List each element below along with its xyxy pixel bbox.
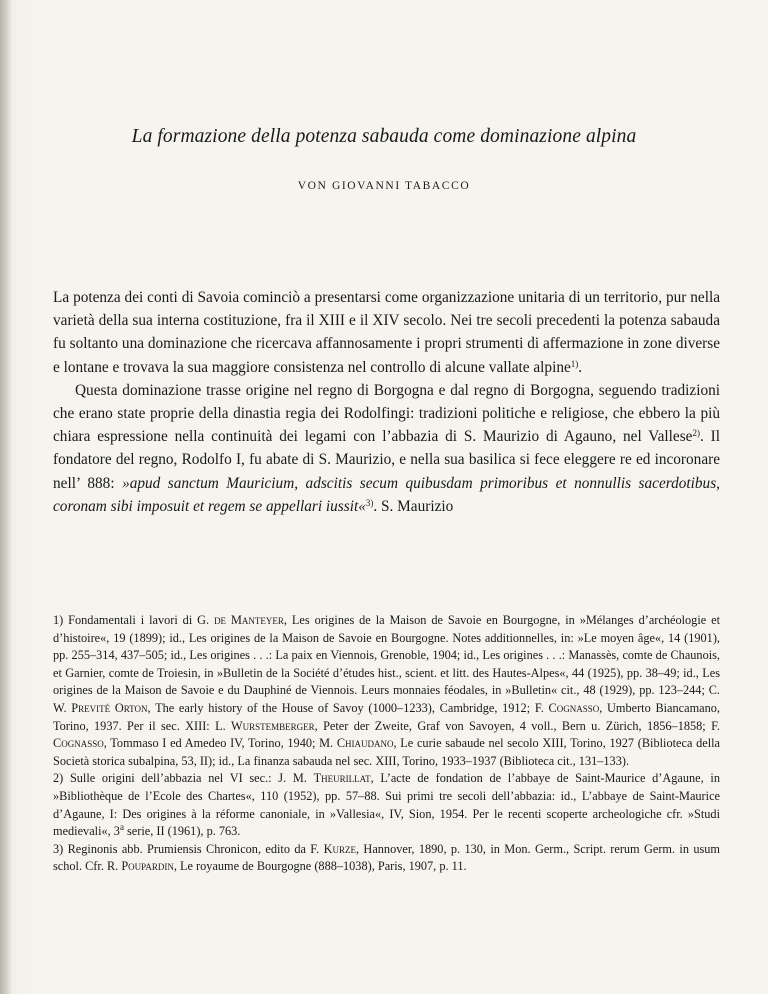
footnote-1-text: , The early history of the House of Savoy (1000–1233), Cambridge, 1912; F. (147, 700, 549, 715)
paragraph-2 (53, 379, 720, 518)
footnote-1-text: , Peter der Zweite, Graf von Savoyen, 4 voll., Bern u. Zürich, 1856–1858; F. (314, 718, 720, 733)
page-gutter-shadow (0, 0, 12, 994)
footnote-3 (53, 841, 720, 876)
footnote-1 (53, 612, 720, 770)
ordinal-superscript: a (119, 822, 124, 833)
latin-quotation: »apud sanctum Mauricium, adscitis secum quibusdam primoribus et nonnullis sacerdotibus, coronam sibi imposuit et regem se appellari iussit« (53, 474, 720, 515)
footnote-author: Theurillat (313, 771, 371, 786)
footnote-1-text: , Tommaso I ed Amedeo IV, Torino, 1940; M. (103, 736, 337, 751)
footnote-3-text: , Le royaume de Bourgogne (888–1038), Paris, 1907, p. 11. (173, 859, 467, 874)
paragraph-1-text: La potenza dei conti di Savoia cominciò a presentarsi come organizzazione unitaria di un territorio, pur nella varietà della sua interna costituzione, fra il XIII e il XIV secolo. Nei tre secoli precedenti la potenza sabauda fu soltanto una dominazione che ricercava affannosamente i propri strumenti di affermazione in zone diverse e lontane e trovava la sua maggiore consistenza nel controllo di alcune vallate alpine (53, 289, 720, 376)
footnote-author: Cognasso (548, 700, 600, 715)
footnote-3-text: 3) Reginonis abb. Prumiensis Chronicon, edito da F. (53, 841, 324, 856)
footnote-author: Wurstemberger (231, 718, 315, 733)
paragraph-2-text-b: . Il fondatore del regno, Rodolfo I, fu abate di S. Maurizio, e nella sua basilica si fece eleggere re ed incoronare nell’ 888: (53, 428, 720, 492)
body-text (53, 286, 720, 518)
article-title: La formazione della potenza sabauda come dominazione alpina (131, 126, 637, 147)
footnote-1-text: , Les origines de la Maison de Savoie en Bourgogne, in »Mélanges d’archéologie et d’histoire«, 19 (1899); id., Les origines de la Maison de Savoie en Bourgogne. Notes additionnelles, in: »Le moyen âge«, 14 (1901), pp. 255–314, 437–505; id., Les origines . . .: La paix en Viennois, Grenoble, 1904; id., Les origines . . .: Manassès, comte de Chaunois, et Garnier, comte de Troiesin, in »Bulletin de la Société d’études hist., scient. et litt. des Hautes-Alpes«, 44 (1925), pp. 38–49; id., Les origines de la Maison de Savoie e du Dauphiné de Viennois. Leurs monnaies féodales, in »Bulletin« cit., 48 (1929), pp. 123–244; C. W. (53, 613, 720, 715)
footnote-1-text: , Le curie sabaude nel secolo XIII, Torino, 1927 (Biblioteca della Società storica subalpina, 53, II); id., La finanza sabauda nel sec. XIII, Torino, 1933–1937 (Biblioteca cit., 131–133). (53, 736, 720, 768)
footnote-author: Cognasso (53, 736, 104, 751)
paragraph-1-end: . (578, 358, 583, 376)
footnote-author: Chiaudano (336, 736, 394, 751)
footnote-1-text: , Umberto Biancamano, Torino, 1937. Per il sec. XIII: L. (53, 700, 720, 733)
footnote-author: Previté Orton (71, 700, 148, 715)
article-author: VON GIOVANNI TABACCO (297, 180, 471, 192)
footnote-2 (53, 770, 720, 840)
footnotes (53, 612, 720, 876)
footnote-author: de Manteyer (214, 613, 284, 627)
footnote-3-text: , Hannover, 1890, p. 130, in Mon. Germ., Script. rerum Germ. in usum schol. Cfr. R. (53, 841, 720, 874)
footnote-author: Poupardin (121, 859, 174, 874)
paragraph-2-text: Questa dominazione trasse origine nel regno di Borgogna e dal regno di Borgogna, seguendo tradizioni che erano state proprie della dinastia regia dei Rodolfingi: tradizioni politiche e religiose, che ebbero la più chiara espressione nella continuità dei legami con l’abbazia di S. Maurizio di Agauno, nel Vallese (53, 381, 720, 446)
footnote-ref-2: 2) (692, 428, 700, 439)
paragraph-1 (53, 286, 720, 379)
footnote-author: Kurze (323, 841, 356, 856)
footnote-ref-3: 3) (365, 497, 374, 508)
footnote-2-text: , L’acte de fondation de l’abbaye de Saint-Maurice d’Agaune, in »Bibliothèque de l’Ecole des Chartes«, 110 (1952), pp. 57–88. Sui primi tre secoli dell’abbazia: id., L’abbaye de Saint-Maurice d’Agaune, I: Des origines à la réforme canoniale, in »Vallesia«, IV, Sion, 1954. Per le recenti scoperte archeologiche cfr. »Studi medievali«, 3 (53, 771, 720, 839)
footnote-2-text: 2) Sulle origini dell’abbazia nel VI sec.: J. M. (53, 771, 314, 786)
footnote-1-text: 1) Fondamentali i lavori di G. (53, 613, 215, 627)
paragraph-2-end: . S. Maurizio (373, 497, 454, 515)
footnote-2-text: serie, II (1961), p. 763. (123, 824, 241, 839)
footnote-ref-1: 1) (570, 358, 579, 369)
